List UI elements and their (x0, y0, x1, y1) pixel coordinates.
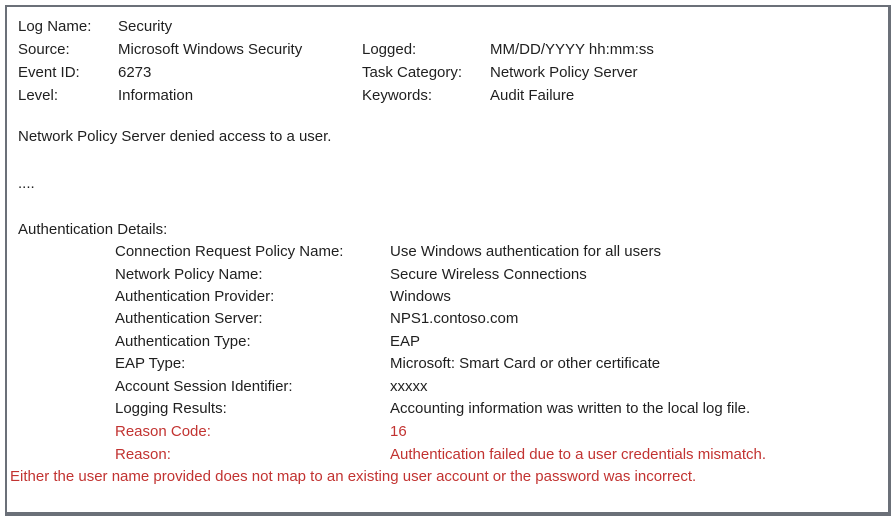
header-row-level-keywords (7, 84, 888, 107)
task-category-value: Network Policy Server (490, 64, 638, 81)
level-label: Level: (18, 87, 59, 104)
detail-value: Windows (390, 288, 451, 305)
detail-label: Authentication Server: (115, 310, 263, 327)
detail-value: Microsoft: Smart Card or other certificate (390, 355, 661, 372)
source-value: Microsoft Windows Security (118, 41, 303, 58)
detail-value: Use Windows authentication for all users (390, 243, 661, 260)
detail-value: EAP (390, 333, 421, 350)
detail-label: Reason: (115, 446, 171, 463)
detail-label: Network Policy Name: (115, 266, 263, 283)
detail-value: xxxxx (390, 378, 428, 395)
ellipsis-text: .... (18, 175, 35, 192)
detail-value: NPS1.contoso.com (390, 310, 519, 327)
detail-row-eap-type (7, 352, 888, 375)
detail-label: Authentication Type: (115, 333, 251, 350)
logged-label: Logged: (362, 41, 417, 58)
keywords-label: Keywords: (362, 87, 433, 104)
detail-value: Authentication failed due to a user credentials mismatch. (390, 446, 767, 463)
header-row-eventid-taskcategory (7, 61, 888, 84)
detail-value: Secure Wireless Connections (390, 266, 587, 283)
authentication-details-title: Authentication Details: (18, 221, 168, 238)
detail-row-account-session-identifier (7, 375, 888, 398)
detail-label: Account Session Identifier: (115, 378, 293, 395)
task-category-label: Task Category: (362, 64, 463, 81)
detail-row-connection-request-policy (7, 240, 888, 263)
detail-value: Accounting information was written to the local log file. (390, 400, 751, 417)
event-id-value: 6273 (118, 64, 152, 81)
detail-label: EAP Type: (115, 355, 186, 372)
detail-value: 16 (390, 423, 407, 440)
event-id-label: Event ID: (18, 64, 80, 81)
detail-label: Reason Code: (115, 423, 211, 440)
detail-row-logging-results (7, 397, 888, 420)
detail-label: Connection Request Policy Name: (115, 243, 344, 260)
detail-row-network-policy-name (7, 263, 888, 286)
event-log-panel (5, 5, 891, 516)
level-value: Information (118, 87, 194, 104)
detail-label: Authentication Provider: (115, 288, 275, 305)
detail-label: Logging Results: (115, 400, 227, 417)
source-label: Source: (18, 41, 70, 58)
detail-row-reason-code (7, 420, 888, 443)
error-explanation-text: Either the user name provided does not map to an existing user account or the password was incorrect. (10, 468, 697, 485)
detail-row-reason (7, 443, 888, 466)
keywords-value: Audit Failure (490, 87, 575, 104)
log-name-label: Log Name: (18, 18, 92, 35)
detail-row-authentication-provider (7, 285, 888, 308)
event-description: Network Policy Server denied access to a user. (18, 128, 332, 145)
log-name-value: Security (118, 18, 173, 35)
logged-value: MM/DD/YYYY hh:mm:ss (490, 41, 654, 58)
detail-row-authentication-server (7, 307, 888, 330)
header-row-source-logged (7, 38, 888, 61)
header-row-log-name (7, 15, 888, 38)
detail-row-authentication-type (7, 330, 888, 353)
